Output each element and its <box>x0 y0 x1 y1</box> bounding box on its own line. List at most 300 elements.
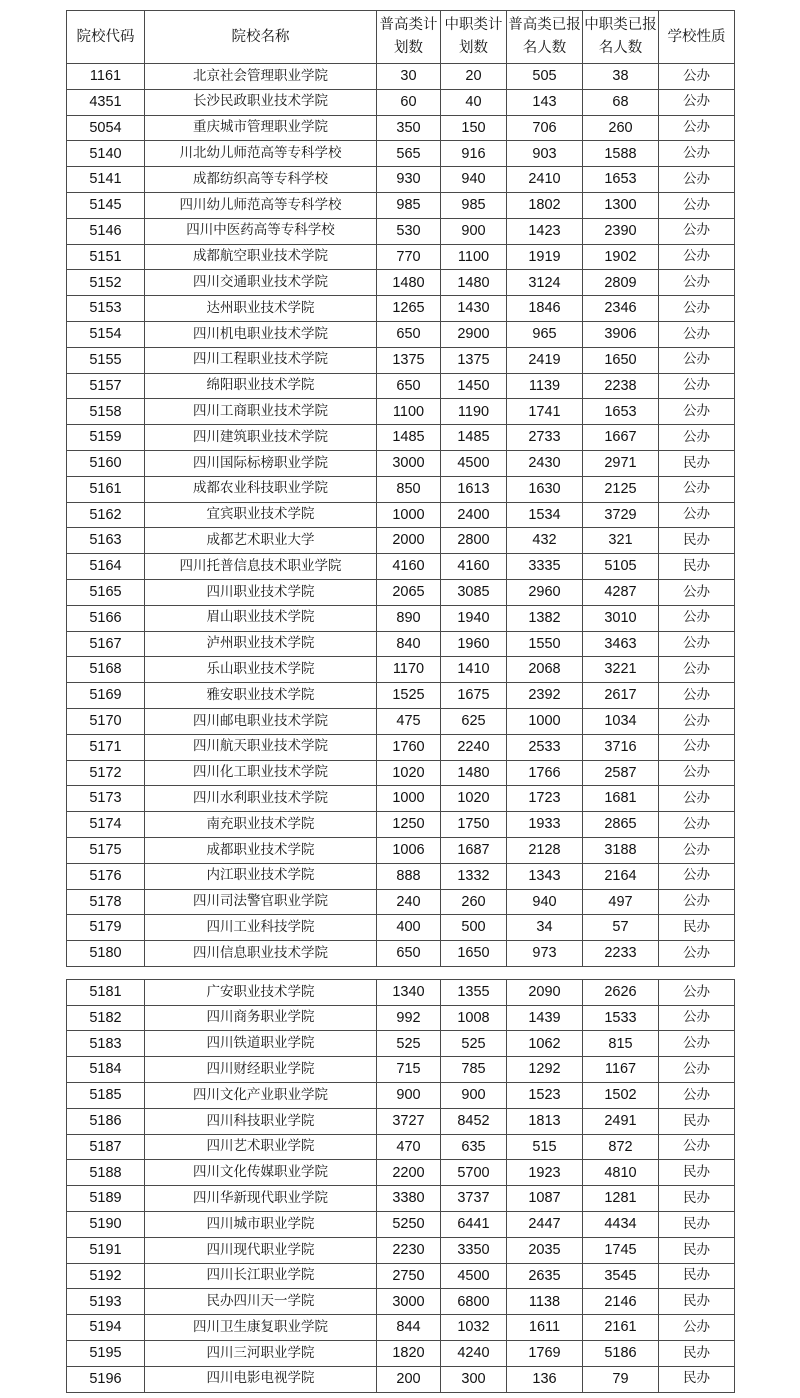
table-row <box>67 425 735 451</box>
school-code: 5185 <box>67 1083 145 1109</box>
school-name: 四川工程职业技术学院 <box>145 347 377 373</box>
vocational-applied: 68 <box>583 89 659 115</box>
general-applied: 903 <box>507 141 583 167</box>
vocational-plan: 1650 <box>441 941 507 967</box>
school-type: 公办 <box>659 605 735 631</box>
school-type: 公办 <box>659 863 735 889</box>
vocational-plan: 635 <box>441 1134 507 1160</box>
vocational-plan: 1750 <box>441 812 507 838</box>
general-applied: 2430 <box>507 450 583 476</box>
school-code: 5187 <box>67 1134 145 1160</box>
vocational-plan: 1675 <box>441 683 507 709</box>
school-type: 公办 <box>659 321 735 347</box>
vocational-plan: 2240 <box>441 734 507 760</box>
table-row <box>67 192 735 218</box>
general-applied: 965 <box>507 321 583 347</box>
vocational-applied: 79 <box>583 1366 659 1392</box>
general-applied: 1439 <box>507 1005 583 1031</box>
general-plan: 985 <box>377 192 441 218</box>
vocational-plan: 6800 <box>441 1289 507 1315</box>
school-type: 公办 <box>659 941 735 967</box>
school-code: 5160 <box>67 450 145 476</box>
general-applied: 1919 <box>507 244 583 270</box>
general-plan: 3380 <box>377 1186 441 1212</box>
school-name: 成都职业技术学院 <box>145 837 377 863</box>
general-applied: 1802 <box>507 192 583 218</box>
school-code: 5164 <box>67 554 145 580</box>
vocational-applied: 815 <box>583 1031 659 1057</box>
admission-table-2 <box>66 979 735 1393</box>
vocational-plan: 1375 <box>441 347 507 373</box>
general-applied: 1846 <box>507 296 583 322</box>
school-name: 四川华新现代职业学院 <box>145 1186 377 1212</box>
school-type: 公办 <box>659 476 735 502</box>
vocational-plan: 525 <box>441 1031 507 1057</box>
general-plan: 350 <box>377 115 441 141</box>
school-name: 四川长江职业学院 <box>145 1263 377 1289</box>
school-code: 5159 <box>67 425 145 451</box>
general-plan: 2000 <box>377 528 441 554</box>
general-plan: 1170 <box>377 657 441 683</box>
vocational-plan: 1430 <box>441 296 507 322</box>
table-row <box>67 889 735 915</box>
school-code: 5186 <box>67 1108 145 1134</box>
general-plan: 888 <box>377 863 441 889</box>
vocational-applied: 1653 <box>583 167 659 193</box>
vocational-plan: 1190 <box>441 399 507 425</box>
school-code: 5188 <box>67 1160 145 1186</box>
general-plan: 992 <box>377 1005 441 1031</box>
vocational-plan: 20 <box>441 64 507 90</box>
general-plan: 770 <box>377 244 441 270</box>
vocational-plan: 2400 <box>441 502 507 528</box>
general-plan: 240 <box>377 889 441 915</box>
table-row <box>67 1108 735 1134</box>
school-name: 四川科技职业学院 <box>145 1108 377 1134</box>
vocational-applied: 2971 <box>583 450 659 476</box>
school-type: 民办 <box>659 450 735 476</box>
table-row <box>67 657 735 683</box>
vocational-plan: 3350 <box>441 1237 507 1263</box>
school-code: 5178 <box>67 889 145 915</box>
school-code: 5167 <box>67 631 145 657</box>
general-applied: 706 <box>507 115 583 141</box>
school-code: 5155 <box>67 347 145 373</box>
school-code: 5193 <box>67 1289 145 1315</box>
table-row <box>67 476 735 502</box>
school-code: 5171 <box>67 734 145 760</box>
vocational-plan: 1450 <box>441 373 507 399</box>
general-plan: 400 <box>377 915 441 941</box>
general-plan: 840 <box>377 631 441 657</box>
vocational-applied: 57 <box>583 915 659 941</box>
school-type: 公办 <box>659 218 735 244</box>
vocational-applied: 2164 <box>583 863 659 889</box>
general-applied: 1923 <box>507 1160 583 1186</box>
school-name: 雅安职业技术学院 <box>145 683 377 709</box>
school-type: 公办 <box>659 1005 735 1031</box>
table-row <box>67 115 735 141</box>
general-plan: 200 <box>377 1366 441 1392</box>
vocational-plan: 3085 <box>441 579 507 605</box>
general-applied: 2533 <box>507 734 583 760</box>
general-applied: 2392 <box>507 683 583 709</box>
general-applied: 1000 <box>507 708 583 734</box>
school-name: 成都航空职业技术学院 <box>145 244 377 270</box>
vocational-plan: 3737 <box>441 1186 507 1212</box>
table-row <box>67 631 735 657</box>
school-name: 四川航天职业技术学院 <box>145 734 377 760</box>
general-applied: 2733 <box>507 425 583 451</box>
school-name: 四川国际标榜职业学院 <box>145 450 377 476</box>
school-name: 四川工商职业技术学院 <box>145 399 377 425</box>
vocational-plan: 8452 <box>441 1108 507 1134</box>
school-type: 公办 <box>659 683 735 709</box>
vocational-applied: 3221 <box>583 657 659 683</box>
table-row <box>67 1341 735 1367</box>
vocational-applied: 2390 <box>583 218 659 244</box>
vocational-applied: 1034 <box>583 708 659 734</box>
school-type: 公办 <box>659 192 735 218</box>
vocational-applied: 497 <box>583 889 659 915</box>
general-applied: 505 <box>507 64 583 90</box>
school-name: 四川三河职业学院 <box>145 1341 377 1367</box>
table-row <box>67 1083 735 1109</box>
general-plan: 530 <box>377 218 441 244</box>
vocational-plan: 2900 <box>441 321 507 347</box>
school-code: 5151 <box>67 244 145 270</box>
school-code: 5161 <box>67 476 145 502</box>
vocational-applied: 3716 <box>583 734 659 760</box>
vocational-applied: 2146 <box>583 1289 659 1315</box>
vocational-plan: 5700 <box>441 1160 507 1186</box>
school-code: 5183 <box>67 1031 145 1057</box>
general-plan: 900 <box>377 1083 441 1109</box>
vocational-applied: 4434 <box>583 1212 659 1238</box>
general-plan: 650 <box>377 373 441 399</box>
vocational-plan: 260 <box>441 889 507 915</box>
school-code: 1161 <box>67 64 145 90</box>
school-code: 5190 <box>67 1212 145 1238</box>
general-plan: 1100 <box>377 399 441 425</box>
school-code: 5054 <box>67 115 145 141</box>
school-code: 5158 <box>67 399 145 425</box>
vocational-plan: 1020 <box>441 786 507 812</box>
vocational-plan: 1485 <box>441 425 507 451</box>
school-type: 公办 <box>659 734 735 760</box>
general-applied: 2035 <box>507 1237 583 1263</box>
table-row <box>67 64 735 90</box>
school-code: 5140 <box>67 141 145 167</box>
general-plan: 3000 <box>377 450 441 476</box>
vocational-plan: 500 <box>441 915 507 941</box>
general-plan: 1265 <box>377 296 441 322</box>
table-row <box>67 579 735 605</box>
general-plan: 1020 <box>377 760 441 786</box>
vocational-applied: 1167 <box>583 1057 659 1083</box>
school-code: 5157 <box>67 373 145 399</box>
table-row <box>67 502 735 528</box>
school-type: 民办 <box>659 1212 735 1238</box>
vocational-plan: 1032 <box>441 1315 507 1341</box>
header-code: 院校代码 <box>67 11 145 64</box>
school-name: 广安职业技术学院 <box>145 979 377 1005</box>
school-type: 公办 <box>659 631 735 657</box>
table-row <box>67 1160 735 1186</box>
school-code: 5196 <box>67 1366 145 1392</box>
school-code: 5194 <box>67 1315 145 1341</box>
general-applied: 2128 <box>507 837 583 863</box>
school-code: 5184 <box>67 1057 145 1083</box>
general-plan: 1000 <box>377 786 441 812</box>
school-type: 公办 <box>659 1315 735 1341</box>
vocational-applied: 1681 <box>583 786 659 812</box>
vocational-plan: 916 <box>441 141 507 167</box>
school-type: 公办 <box>659 244 735 270</box>
school-type: 民办 <box>659 1186 735 1212</box>
school-type: 公办 <box>659 115 735 141</box>
school-code: 5141 <box>67 167 145 193</box>
vocational-plan: 1940 <box>441 605 507 631</box>
general-plan: 30 <box>377 64 441 90</box>
school-code: 5195 <box>67 1341 145 1367</box>
vocational-plan: 6441 <box>441 1212 507 1238</box>
admission-table-1 <box>66 10 735 967</box>
school-name: 四川卫生康复职业学院 <box>145 1315 377 1341</box>
school-name: 成都纺织高等专科学校 <box>145 167 377 193</box>
vocational-plan: 1960 <box>441 631 507 657</box>
general-applied: 515 <box>507 1134 583 1160</box>
general-applied: 1139 <box>507 373 583 399</box>
table-row <box>67 812 735 838</box>
general-applied: 34 <box>507 915 583 941</box>
vocational-plan: 1480 <box>441 270 507 296</box>
header-school-type: 学校性质 <box>659 11 735 64</box>
school-type: 公办 <box>659 837 735 863</box>
header-general-applied: 普高类已报名人数 <box>507 11 583 64</box>
vocational-plan: 4500 <box>441 1263 507 1289</box>
school-code: 5181 <box>67 979 145 1005</box>
table-row <box>67 554 735 580</box>
general-plan: 565 <box>377 141 441 167</box>
school-name: 四川商务职业学院 <box>145 1005 377 1031</box>
general-plan: 1006 <box>377 837 441 863</box>
vocational-plan: 900 <box>441 218 507 244</box>
admission-sheet <box>66 10 734 1393</box>
general-applied: 136 <box>507 1366 583 1392</box>
vocational-plan: 1410 <box>441 657 507 683</box>
school-type: 公办 <box>659 296 735 322</box>
vocational-applied: 2125 <box>583 476 659 502</box>
school-name: 四川司法警官职业学院 <box>145 889 377 915</box>
table-row <box>67 89 735 115</box>
school-name: 成都农业科技职业学院 <box>145 476 377 502</box>
table-row <box>67 1315 735 1341</box>
school-code: 5145 <box>67 192 145 218</box>
school-name: 四川信息职业技术学院 <box>145 941 377 967</box>
general-applied: 2447 <box>507 1212 583 1238</box>
school-type: 民办 <box>659 1160 735 1186</box>
school-name: 泸州职业技术学院 <box>145 631 377 657</box>
school-type: 公办 <box>659 979 735 1005</box>
general-applied: 143 <box>507 89 583 115</box>
general-applied: 3335 <box>507 554 583 580</box>
general-plan: 2230 <box>377 1237 441 1263</box>
general-plan: 930 <box>377 167 441 193</box>
table-row <box>67 1031 735 1057</box>
general-applied: 2635 <box>507 1263 583 1289</box>
general-plan: 1340 <box>377 979 441 1005</box>
school-type: 民办 <box>659 1289 735 1315</box>
school-name: 四川托普信息技术职业学院 <box>145 554 377 580</box>
school-code: 5163 <box>67 528 145 554</box>
table-row <box>67 244 735 270</box>
general-plan: 1820 <box>377 1341 441 1367</box>
school-name: 长沙民政职业技术学院 <box>145 89 377 115</box>
school-name: 成都艺术职业大学 <box>145 528 377 554</box>
school-type: 公办 <box>659 399 735 425</box>
school-code: 5152 <box>67 270 145 296</box>
school-code: 5166 <box>67 605 145 631</box>
school-name: 眉山职业技术学院 <box>145 605 377 631</box>
vocational-applied: 2346 <box>583 296 659 322</box>
school-type: 公办 <box>659 889 735 915</box>
school-type: 公办 <box>659 812 735 838</box>
school-name: 达州职业技术学院 <box>145 296 377 322</box>
general-applied: 2068 <box>507 657 583 683</box>
school-name: 四川幼儿师范高等专科学校 <box>145 192 377 218</box>
school-type: 公办 <box>659 1083 735 1109</box>
table-row <box>67 450 735 476</box>
school-code: 5189 <box>67 1186 145 1212</box>
school-type: 公办 <box>659 425 735 451</box>
vocational-applied: 1653 <box>583 399 659 425</box>
table-row <box>67 321 735 347</box>
vocational-plan: 1332 <box>441 863 507 889</box>
general-applied: 1933 <box>507 812 583 838</box>
header-general-plan: 普高类计划数 <box>377 11 441 64</box>
general-plan: 1480 <box>377 270 441 296</box>
school-code: 4351 <box>67 89 145 115</box>
school-type: 公办 <box>659 708 735 734</box>
general-plan: 5250 <box>377 1212 441 1238</box>
vocational-applied: 3729 <box>583 502 659 528</box>
school-name: 四川水利职业技术学院 <box>145 786 377 812</box>
table-row <box>67 915 735 941</box>
vocational-plan: 4240 <box>441 1341 507 1367</box>
school-type: 民办 <box>659 1108 735 1134</box>
vocational-applied: 2865 <box>583 812 659 838</box>
general-applied: 973 <box>507 941 583 967</box>
vocational-applied: 1667 <box>583 425 659 451</box>
vocational-plan: 4160 <box>441 554 507 580</box>
table-row <box>67 1366 735 1392</box>
school-code: 5174 <box>67 812 145 838</box>
vocational-applied: 2587 <box>583 760 659 786</box>
school-type: 公办 <box>659 89 735 115</box>
general-applied: 1769 <box>507 1341 583 1367</box>
school-type: 民办 <box>659 528 735 554</box>
school-name: 四川电影电视学院 <box>145 1366 377 1392</box>
table-row <box>67 528 735 554</box>
vocational-applied: 1902 <box>583 244 659 270</box>
general-plan: 1375 <box>377 347 441 373</box>
school-code: 5146 <box>67 218 145 244</box>
vocational-plan: 2800 <box>441 528 507 554</box>
vocational-applied: 5186 <box>583 1341 659 1367</box>
table-row <box>67 863 735 889</box>
school-type: 民办 <box>659 1366 735 1392</box>
vocational-applied: 1588 <box>583 141 659 167</box>
general-plan: 650 <box>377 321 441 347</box>
general-applied: 940 <box>507 889 583 915</box>
school-name: 四川机电职业技术学院 <box>145 321 377 347</box>
general-plan: 525 <box>377 1031 441 1057</box>
general-plan: 1000 <box>377 502 441 528</box>
general-applied: 1766 <box>507 760 583 786</box>
vocational-applied: 1281 <box>583 1186 659 1212</box>
general-plan: 1250 <box>377 812 441 838</box>
table-row <box>67 605 735 631</box>
general-applied: 1534 <box>507 502 583 528</box>
vocational-applied: 872 <box>583 1134 659 1160</box>
school-type: 公办 <box>659 270 735 296</box>
table-row <box>67 1057 735 1083</box>
school-code: 5165 <box>67 579 145 605</box>
general-applied: 1343 <box>507 863 583 889</box>
general-applied: 3124 <box>507 270 583 296</box>
school-type: 公办 <box>659 786 735 812</box>
vocational-applied: 2491 <box>583 1108 659 1134</box>
general-applied: 1138 <box>507 1289 583 1315</box>
school-name: 四川艺术职业学院 <box>145 1134 377 1160</box>
general-applied: 1813 <box>507 1108 583 1134</box>
school-type: 公办 <box>659 657 735 683</box>
school-name: 四川工业科技学院 <box>145 915 377 941</box>
vocational-applied: 260 <box>583 115 659 141</box>
general-applied: 1292 <box>507 1057 583 1083</box>
school-type: 公办 <box>659 347 735 373</box>
vocational-applied: 2617 <box>583 683 659 709</box>
table-row <box>67 296 735 322</box>
general-plan: 3727 <box>377 1108 441 1134</box>
vocational-plan: 150 <box>441 115 507 141</box>
general-plan: 2065 <box>377 579 441 605</box>
general-plan: 890 <box>377 605 441 631</box>
general-applied: 1611 <box>507 1315 583 1341</box>
table-row <box>67 141 735 167</box>
vocational-plan: 4500 <box>441 450 507 476</box>
table-header-row <box>67 11 735 64</box>
table-row <box>67 683 735 709</box>
vocational-applied: 1745 <box>583 1237 659 1263</box>
general-plan: 1760 <box>377 734 441 760</box>
school-type: 公办 <box>659 141 735 167</box>
header-vocational-plan: 中职类计划数 <box>441 11 507 64</box>
general-plan: 1525 <box>377 683 441 709</box>
vocational-plan: 625 <box>441 708 507 734</box>
school-code: 5180 <box>67 941 145 967</box>
school-name: 四川化工职业技术学院 <box>145 760 377 786</box>
school-type: 公办 <box>659 579 735 605</box>
vocational-plan: 940 <box>441 167 507 193</box>
school-code: 5168 <box>67 657 145 683</box>
school-code: 5172 <box>67 760 145 786</box>
general-plan: 2200 <box>377 1160 441 1186</box>
table-row <box>67 1134 735 1160</box>
vocational-applied: 2238 <box>583 373 659 399</box>
vocational-applied: 2626 <box>583 979 659 1005</box>
